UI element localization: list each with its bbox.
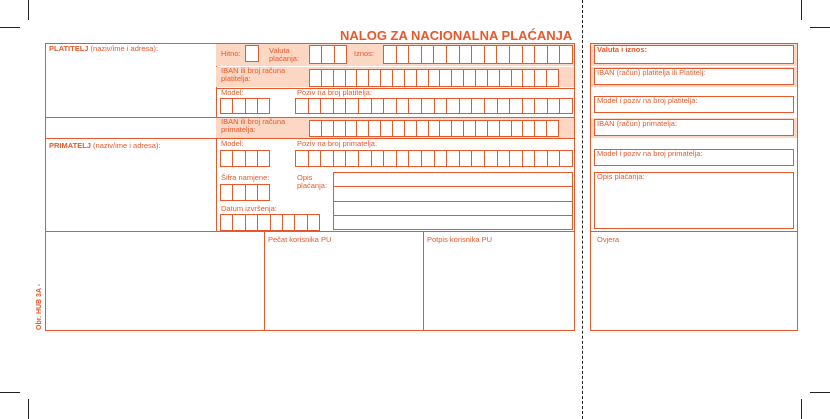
payer-model-field[interactable] (220, 98, 270, 114)
purpose-code-field[interactable] (220, 184, 270, 201)
receipt-recipient-iban-label: IBAN (račun) primatelja: (597, 119, 678, 128)
signature-divider (423, 231, 424, 331)
crop-mark (801, 0, 802, 20)
crop-mark (810, 27, 830, 28)
receipt-payer-iban-label: IBAN (račun) platitelja ili Platitelj: (597, 68, 706, 77)
signature-section-top (45, 231, 575, 232)
description-line (333, 186, 573, 187)
payer-model-label: Model: (221, 88, 244, 97)
currency-field[interactable] (309, 45, 347, 64)
crop-mark (810, 392, 830, 393)
recipient-label: PRIMATELJ (naziv/ime i adresa): (49, 141, 161, 150)
payer-reference-field[interactable] (295, 98, 573, 114)
crop-mark (801, 399, 802, 419)
recipient-reference-label: Poziv na broj primatelja: (297, 139, 378, 148)
recipient-model-field[interactable] (220, 150, 270, 167)
urgent-checkbox[interactable] (245, 45, 259, 62)
amount-label: Iznos: (354, 49, 375, 58)
payer-iban-field[interactable] (309, 69, 559, 87)
urgent-label: Hitno: (221, 49, 241, 58)
receipt-payer-model-label: Model i poziv na broj platitelja: (597, 96, 698, 105)
receipt-recipient-model-label: Model i poziv na broj primatelja: (597, 149, 703, 158)
description-line (333, 201, 573, 202)
execution-date-label: Datum izvršenja: (221, 204, 277, 213)
amount-field[interactable] (383, 45, 573, 64)
form-code: Obr. HUB 3A - (36, 283, 43, 330)
crop-mark (28, 0, 29, 20)
receipt-amount-label: Valuta i iznos: (597, 45, 648, 54)
description-label: Opis plaćanja: (297, 173, 328, 190)
payer-label: PLATITELJ (naziv/ime i adresa): (49, 44, 159, 53)
execution-date-field[interactable] (220, 214, 320, 231)
receipt-description-label: Opis plaćanja: (597, 172, 645, 181)
receipt-verification-label: Ovjera (597, 235, 620, 244)
recipient-model-label: Model: (221, 139, 244, 148)
crop-mark (28, 399, 29, 419)
signature-label: Potpis korisnika PU (427, 235, 493, 244)
payer-reference-label: Poziv na broj platitelja: (297, 88, 373, 97)
recipient-reference-field[interactable] (295, 150, 573, 167)
stamp-divider (264, 231, 265, 331)
currency-label: Valuta plaćanja: (269, 46, 300, 63)
description-line (333, 215, 573, 216)
purpose-code-label: Šifra namjene: (221, 173, 270, 182)
stamp-label: Pečat korisnika PU (268, 235, 332, 244)
crop-mark (0, 392, 20, 393)
payer-iban-label: IBAN ili broj računa platitelja: (221, 66, 286, 83)
crop-mark (0, 27, 20, 28)
recipient-iban-label: IBAN ili broj računa primatelja: (221, 117, 286, 134)
recipient-iban-field[interactable] (309, 120, 559, 137)
receipt-verification-top (590, 231, 798, 232)
perforation-line (582, 0, 583, 419)
form-title: NALOG ZA NACIONALNA PLAĆANJA (340, 28, 573, 43)
payer-model-row-top (216, 88, 574, 89)
